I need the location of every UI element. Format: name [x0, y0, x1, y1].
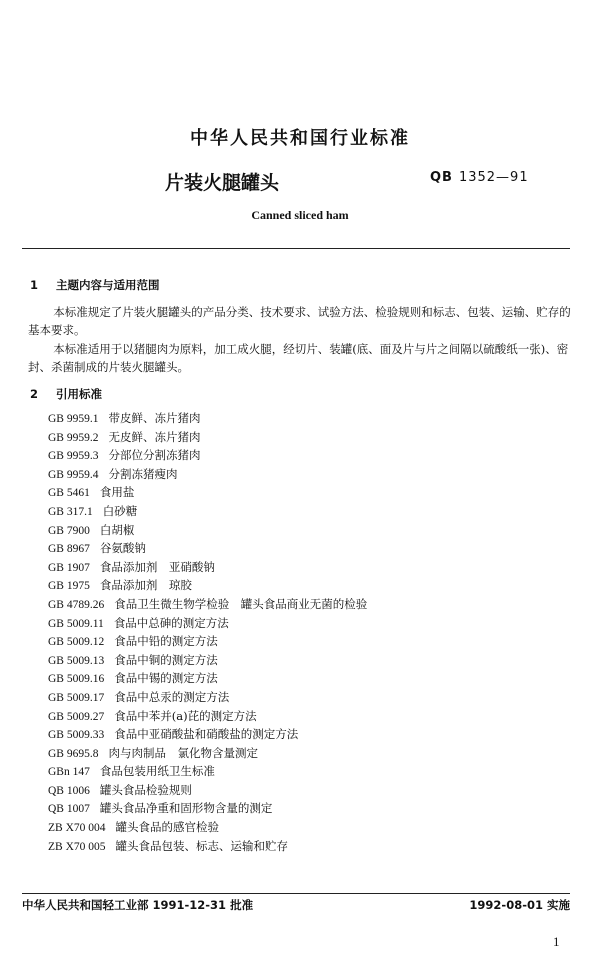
section-number: 1 — [30, 278, 39, 292]
reference-item — [48, 819, 367, 838]
reference-item — [48, 652, 367, 671]
section-2-heading — [30, 386, 102, 402]
reference-code: QB 1007 — [48, 803, 90, 816]
reference-list — [48, 410, 367, 856]
reference-code: GB 8967 — [48, 543, 90, 556]
document-title: 片装火腿罐头 — [165, 172, 280, 194]
reference-name: 白砂糖 — [102, 503, 138, 518]
reference-code: GB 7900 — [48, 524, 90, 537]
reference-name: 食品卫生微生物学检验 罐头食品商业无菌的检验 — [114, 596, 368, 611]
reference-item — [48, 410, 367, 429]
reference-item — [48, 800, 367, 819]
reference-name: 食品包装用纸卫生标准 — [99, 764, 215, 779]
reference-name: 食品添加剂 亚硝酸钠 — [99, 559, 215, 574]
reference-code: GB 1907 — [48, 561, 90, 574]
reference-item — [48, 596, 367, 615]
reference-item — [48, 466, 367, 485]
reference-name: 白胡椒 — [99, 522, 135, 537]
reference-name: 肉与肉制品 氯化物含量测定 — [108, 745, 258, 760]
section-number: 2 — [30, 387, 39, 401]
reference-code: GB 9959.2 — [48, 431, 99, 444]
reference-code: GB 5009.12 — [48, 636, 105, 649]
reference-code: GB 9959.4 — [48, 468, 99, 481]
reference-code: GB 5009.11 — [48, 617, 104, 630]
reference-item — [48, 689, 367, 708]
section-1-heading — [30, 277, 160, 293]
reference-code: GB 5009.27 — [48, 710, 105, 723]
reference-item — [48, 633, 367, 652]
standard-code-number: 1352—91 — [458, 170, 529, 185]
reference-code: GB 5009.33 — [48, 729, 105, 742]
reference-name: 食品中铅的测定方法 — [114, 634, 218, 649]
reference-item — [48, 484, 367, 503]
reference-name: 谷氨酸钠 — [99, 541, 146, 556]
english-title: Canned sliced ham — [251, 208, 349, 222]
reference-name: 罐头食品检验规则 — [99, 782, 192, 797]
approval-line: 中华人民共和国轻工业部 1991-12-31 批准 — [22, 898, 254, 912]
reference-code: GB 5009.16 — [48, 673, 105, 686]
reference-item — [48, 447, 367, 466]
reference-code: GB 9959.1 — [48, 413, 99, 425]
reference-item — [48, 577, 367, 596]
reference-code: ZB X70 004 — [48, 822, 106, 835]
reference-code: GB 1975 — [48, 580, 90, 593]
standard-code-prefix: QB — [430, 170, 453, 185]
reference-name: 食用盐 — [99, 485, 135, 500]
top-divider — [22, 248, 570, 249]
section-1-paragraph-1: 本标准规定了片装火腿罐头的产品分类、技术要求、试验方法、检验规则和标志、包装、运输、贮存的基本要求。 — [28, 305, 571, 337]
reference-name: 食品添加剂 琼胶 — [99, 578, 192, 593]
reference-item — [48, 559, 367, 578]
reference-item — [48, 726, 367, 745]
reference-code: GBn 147 — [48, 766, 90, 779]
reference-name: 分部位分割冻猪肉 — [108, 448, 201, 463]
reference-code: GB 4789.26 — [48, 598, 105, 611]
reference-name: 食品中亚硝酸盐和硝酸盐的测定方法 — [114, 727, 299, 742]
reference-code: GB 5009.13 — [48, 654, 105, 667]
reference-name: 食品中总砷的测定方法 — [113, 615, 229, 630]
industry-standard-heading: 中华人民共和国行业标准 — [190, 128, 410, 149]
reference-name: 带皮鲜、冻片猪肉 — [108, 411, 201, 425]
standard-code — [430, 170, 529, 185]
reference-item — [48, 522, 367, 541]
reference-item — [48, 670, 367, 689]
reference-item — [48, 503, 367, 522]
reference-name: 分割冻猪瘦肉 — [108, 466, 178, 481]
reference-code: GB 5009.17 — [48, 691, 105, 704]
reference-code: GB 5461 — [48, 487, 90, 500]
reference-item — [48, 708, 367, 727]
reference-item — [48, 615, 367, 634]
reference-code: QB 1006 — [48, 784, 90, 797]
reference-name: 食品中苯并(a)芘的测定方法 — [114, 708, 257, 723]
reference-code: GB 9695.8 — [48, 747, 99, 760]
reference-name: 食品中总汞的测定方法 — [114, 689, 230, 704]
section-1-paragraph-2: 本标准适用于以猪腿肉为原料，加工成火腿，经切片、装罐(底、面及片与片之间隔以硫酸纸一张)、密封、杀菌制成的片装火腿罐头。 — [28, 342, 569, 374]
reference-item — [48, 763, 367, 782]
reference-code: ZB X70 005 — [48, 840, 106, 853]
reference-name: 食品中铜的测定方法 — [114, 652, 218, 667]
page-number: 1 — [553, 934, 560, 949]
reference-item — [48, 782, 367, 801]
reference-name: 罐头食品的感官检验 — [115, 820, 219, 835]
bottom-divider — [22, 893, 570, 894]
reference-item — [48, 838, 367, 857]
implementation-date: 1992-08-01 实施 — [469, 898, 570, 912]
reference-item — [48, 745, 367, 764]
section-title: 主题内容与适用范围 — [56, 278, 160, 292]
reference-name: 罐头食品净重和固形物含量的测定 — [99, 801, 273, 816]
reference-name: 无皮鲜、冻片猪肉 — [108, 429, 201, 444]
reference-item — [48, 429, 367, 448]
section-title: 引用标准 — [56, 387, 102, 401]
reference-name: 食品中锡的测定方法 — [114, 671, 218, 686]
reference-code: GB 317.1 — [48, 505, 93, 518]
reference-code: GB 9959.3 — [48, 450, 99, 463]
reference-item — [48, 540, 367, 559]
reference-name: 罐头食品包装、标志、运输和贮存 — [115, 838, 288, 853]
